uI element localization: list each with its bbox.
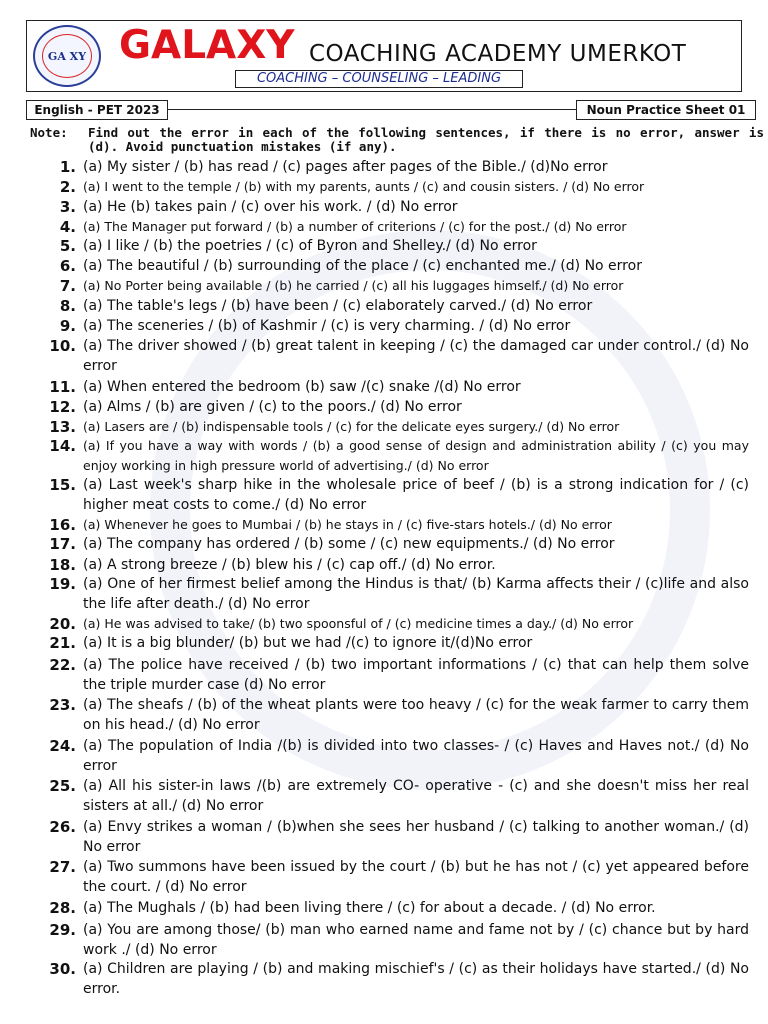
academy-logo (33, 25, 101, 87)
question-text: (a) The company has ordered / (b) some / (c) new equipments./ (d) No error (83, 536, 615, 552)
question-number: 5. (59, 237, 76, 255)
question-number: 19. (49, 575, 76, 593)
question-number: 29. (49, 921, 76, 939)
question-text: (a) If you have a way with words / (b) a good sense of design and administration ability / (c) you may enjoy working in high pressure world of advertising./ (d) No error (83, 438, 749, 473)
question-text: (a) He (b) takes pain / (c) over his work. / (d) No error (83, 199, 458, 215)
question-number: 11. (49, 378, 76, 396)
question-text: (a) The Manager put forward / (b) a number of criterions / (c) for the post./ (d) No error (83, 219, 627, 234)
question-text: (a) He was advised to take/ (b) two spoonsful of / (c) medicine times a day./ (d) No error (83, 616, 634, 631)
question-text: (a) The sheafs / (b) of the wheat plants were too heavy / (c) for the weak farmer to carry them on his head./ (d) No error (83, 697, 749, 733)
question-number: 14. (49, 437, 76, 455)
question-number: 27. (49, 858, 76, 876)
question-text: (a) The sceneries / (b) of Kashmir / (c) is very charming. / (d) No error (83, 318, 571, 334)
question-text: (a) The beautiful / (b) surrounding of the place / (c) enchanted me./ (d) No error (83, 258, 642, 274)
question-text: (a) All his sister-in laws /(b) are extremely CO- operative - (c) and she doesn't miss her real sisters at all./ (d) No error (83, 778, 749, 814)
question-text: (a) You are among those/ (b) man who earned name and fame not by / (c) chance but by hard work ./ (d) No error (83, 922, 749, 958)
question-text: (a) The population of India /(b) is divided into two classes- / (c) Haves and Haves not./ (d) No error (83, 738, 749, 774)
question-text: (a) I went to the temple / (b) with my parents, aunts / (c) and cousin sisters. / (d) No error (83, 179, 645, 194)
question-number: 21. (49, 634, 76, 652)
note-text: Find out the error in each of the following sentences, if there is no error, answer is (d). Avoid punctuation mistakes (if any). (88, 125, 764, 154)
question-number: 9. (59, 317, 76, 335)
question-text: (a) Alms / (b) are given / (c) to the poors./ (d) No error (83, 399, 462, 415)
question-text: (a) A strong breeze / (b) blew his / (c) cap off./ (d) No error. (83, 557, 496, 573)
subject-label: English - PET 2023 (26, 100, 168, 120)
logo-text: GA ΧY (42, 34, 92, 78)
question-text: (a) Children are playing / (b) and making mischief's / (c) as their holidays have started./ (d) No error. (83, 961, 749, 997)
question-number: 15. (49, 476, 76, 494)
question-text: (a) The Mughals / (b) had been living there / (c) for about a decade. / (d) No error. (83, 900, 656, 916)
note-label: Note: (30, 125, 68, 140)
question-number: 7. (59, 277, 76, 295)
question-number: 6. (59, 257, 76, 275)
question-number: 13. (49, 418, 76, 436)
question-text: (a) The table's legs / (b) have been / (c) elaborately carved./ (d) No error (83, 298, 593, 314)
question-text: (a) My sister / (b) has read / (c) pages after pages of the Bible./ (d)No error (83, 159, 608, 175)
question-text: (a) No Porter being available / (b) he carried / (c) all his luggages himself./ (d) No error (83, 278, 624, 293)
question-number: 3. (59, 198, 76, 216)
tagline: COACHING – COUNSELING – LEADING (235, 70, 523, 88)
question-number: 16. (49, 516, 76, 534)
question-text: (a) Whenever he goes to Mumbai / (b) he stays in / (c) five-stars hotels./ (d) No error (83, 517, 612, 532)
question-text: (a) I like / (b) the poetries / (c) of Byron and Shelley./ (d) No error (83, 238, 537, 254)
question-text: (a) Lasers are / (b) indispensable tools / (c) for the delicate eyes surgery./ (d) No error (83, 419, 620, 434)
question-text: (a) Last week's sharp hike in the wholesale price of beef / (b) is a strong indication for / (c) higher meat costs to come./ (d) No error (83, 477, 749, 513)
question-number: 23. (49, 696, 76, 714)
sheet-info-bar (26, 100, 756, 120)
question-number: 17. (49, 535, 76, 553)
question-text: (a) The driver showed / (b) great talent in keeping / (c) the damaged car under control./ (d) No error (83, 338, 749, 374)
header (26, 20, 742, 92)
question-number: 10. (49, 337, 76, 355)
question-text: (a) The police have received / (b) two important informations / (c) that can help them solve the triple murder case (d) No error (83, 657, 749, 693)
question-number: 28. (49, 899, 76, 917)
question-text: (a) It is a big blunder/ (b) but we had /(c) to ignore it/(d)No error (83, 635, 533, 651)
question-number: 2. (59, 178, 76, 196)
sheet-title: Noun Practice Sheet 01 (576, 100, 756, 120)
question-number: 18. (49, 556, 76, 574)
question-number: 22. (49, 656, 76, 674)
brand-name: GALAXY (119, 23, 295, 68)
question-text: (a) When entered the bedroom (b) saw /(c) snake /(d) No error (83, 379, 521, 395)
question-number: 25. (49, 777, 76, 795)
question-number: 30. (49, 960, 76, 978)
question-number: 26. (49, 818, 76, 836)
question-number: 8. (59, 297, 76, 315)
question-number: 20. (49, 615, 76, 633)
question-number: 12. (49, 398, 76, 416)
question-text: (a) Envy strikes a woman / (b)when she sees her husband / (c) talking to another woman./ (d) No error (83, 819, 749, 855)
question-text: (a) Two summons have been issued by the court / (b) but he has not / (c) yet appeared before the court. / (d) No error (83, 859, 749, 895)
question-text: (a) One of her firmest belief among the Hindus is that/ (b) Karma affects their / (c)life and also the life after death./ (d) No error (83, 576, 749, 612)
question-number: 24. (49, 737, 76, 755)
question-number: 4. (59, 218, 76, 236)
question-number: 1. (59, 158, 76, 176)
academy-name: COACHING ACADEMY UMERKOT (309, 41, 687, 67)
